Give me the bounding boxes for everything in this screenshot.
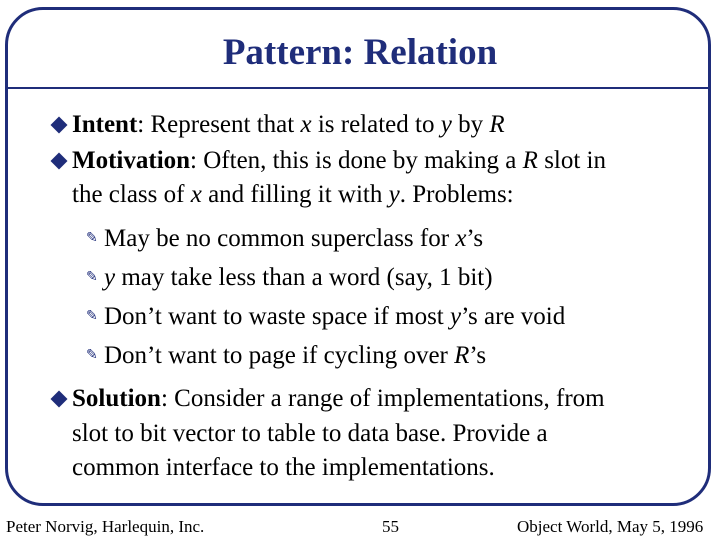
footer-event-date: Object World, May 5, 1996: [517, 517, 704, 536]
intent-y: y: [440, 111, 452, 138]
motivation-line1r: R: [522, 147, 538, 174]
diamond-bullet-icon: [51, 391, 68, 408]
intent-text: Represent that: [144, 111, 301, 138]
footer-author: Peter Norvig, Harlequin, Inc.: [6, 517, 205, 536]
solution-label: Solution: [72, 385, 161, 412]
pen-icon: ✎: [86, 308, 98, 324]
solution-line-1: [72, 386, 605, 411]
motivation-line2x: x: [190, 181, 202, 208]
subpoint-2-text-b: may take less than a word (say, 1 bit): [115, 264, 493, 291]
intent-x: x: [300, 111, 312, 138]
pen-icon: ✎: [86, 230, 98, 246]
slide-title: Pattern: Relation: [222, 32, 498, 73]
subpoint-4-text-b: ’s: [469, 342, 487, 369]
subpoint-4-text-a: Don’t want to page if cycling over: [104, 342, 455, 369]
motivation-label: Motivation: [72, 147, 191, 174]
solution-colon: :: [160, 385, 168, 412]
subpoint-1-text-i: x: [455, 225, 467, 252]
footer-page-number: 55: [382, 517, 399, 536]
intent-label: Intent: [72, 111, 138, 138]
motivation-line-2: [72, 182, 514, 207]
solution-line1: Consider a range of implementations, from: [167, 385, 605, 412]
motivation-line1a: Often, this is done by making a: [197, 147, 523, 174]
pen-icon: ✎: [86, 269, 98, 285]
diamond-bullet-icon: [51, 153, 68, 170]
motivation-colon: :: [190, 147, 197, 174]
subpoint-1: [104, 226, 483, 251]
subpoint-3-text-i: y: [450, 303, 462, 330]
motivation-line2y: y: [388, 181, 400, 208]
subpoint-3: [104, 304, 565, 329]
motivation-line2a: the class of: [72, 181, 191, 208]
intent-middle: is related to: [311, 111, 441, 138]
motivation-line-1: [72, 148, 606, 173]
solution-line-3: common interface to the implementations.: [72, 454, 495, 481]
pen-icon: ✎: [86, 347, 98, 363]
subpoint-4: [104, 343, 486, 368]
subpoint-3-text-b: ’s are void: [461, 303, 566, 330]
intent-r: R: [489, 111, 505, 138]
subpoint-1-text-b: ’s: [466, 225, 484, 252]
intent-colon: :: [137, 111, 145, 138]
subpoint-4-text-i: R: [454, 342, 470, 369]
subpoint-2-text-i: y: [104, 264, 116, 291]
intent-line: [72, 112, 505, 137]
intent-by: by: [451, 111, 490, 138]
motivation-line1b: slot in: [537, 147, 607, 174]
motivation-line2b: and filling it with: [201, 181, 389, 208]
subpoint-3-text-a: Don’t want to waste space if most: [104, 303, 450, 330]
subpoint-1-text-a: May be no common superclass for: [104, 225, 456, 252]
subpoint-2: [104, 265, 493, 290]
motivation-line2c: . Problems:: [399, 181, 514, 208]
diamond-bullet-icon: [51, 117, 68, 134]
solution-line-2: slot to bit vector to table to data base. Provide a: [72, 420, 548, 447]
